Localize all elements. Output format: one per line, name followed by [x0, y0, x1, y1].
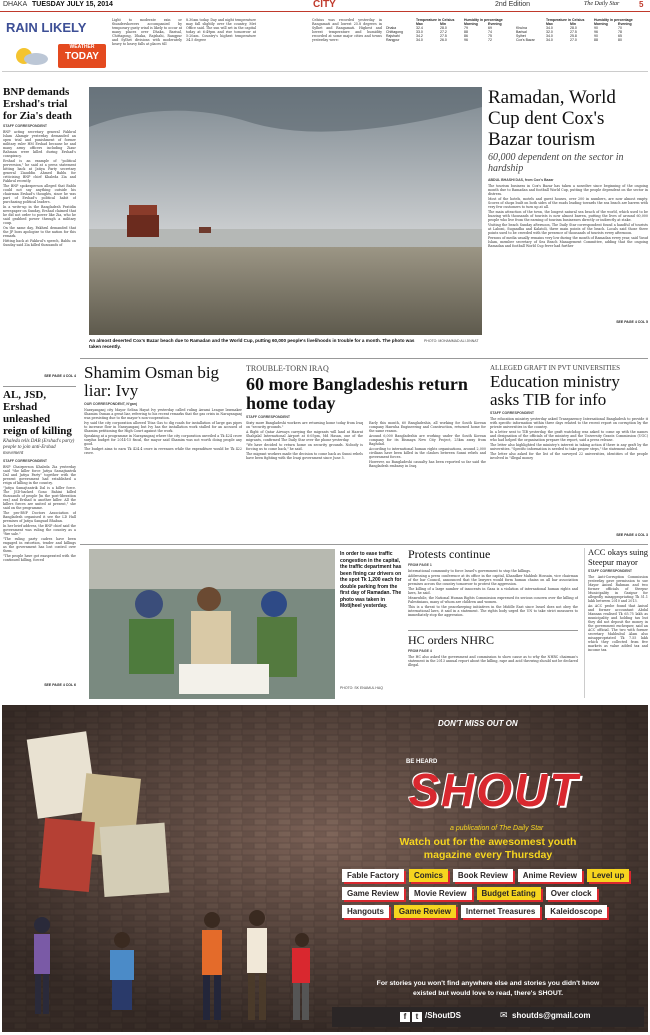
col-min: Min: [440, 22, 447, 26]
ad-tag: Hangouts: [342, 905, 389, 918]
alisd-body-paragraph: "The people have got exasperated with the continued killing, forced: [3, 554, 76, 562]
bnp-see-page: SEE PAGE 4 COL 4: [44, 374, 76, 378]
ramadan-body-paragraph: Visiting the beach Sunday afternoon, The Daily Star correspondent found a handful of tourists at Laboni, Sugandha and Kalatoli, three main points of the beach. Locals said those three points used to be crowded with the presence of thousands of tourists every afternoon.: [488, 223, 648, 235]
ad-watch-line-1: Watch out for the awesomest youth: [399, 836, 577, 848]
ad-publication: a publication of The Daily Star: [450, 825, 544, 832]
steepur-body-paragraph: The Anti-Corruption Commission yesterday gave permission to sue Mayor Anisul Rahman and two former officials of Steepur Municipality in Gazipur for allegedly misappropriating Tk 51.1 lakh between 2010 and 2013.: [588, 575, 648, 603]
police-photo-image: [89, 549, 335, 699]
weather-value: 70: [618, 26, 622, 30]
humid-head-left: Humidity in percentage: [464, 18, 503, 22]
page-number: 5: [639, 0, 644, 9]
weather-value: 75: [488, 34, 492, 38]
ad-tag: Anime Review: [518, 869, 582, 882]
iraq-col1-paragraph: Sixty more Bangladeshi workers are returning home today from Iraq on "security grounds.": [246, 421, 363, 429]
masthead-city-label: DHAKA: [3, 1, 28, 8]
weather-value: 26.0: [440, 38, 447, 42]
masthead-date: TUESDAY JULY 15, 2014: [32, 1, 113, 8]
tib-body-paragraph: The education ministry yesterday asked Transparency International Bangladesh to provide it with specific information within three days related to the recent report on corruption by the private universities in the country.: [490, 417, 648, 429]
steepur-article: [584, 548, 648, 698]
weather-badge-top: WEATHER: [69, 44, 95, 50]
ad-social-handle: /ShoutDS: [425, 1011, 461, 1020]
osman-headline: Shamim Osman big liar: Ivy: [84, 364, 220, 400]
nhrc-body-paragraph: The HC also asked the government and commission to show cause as to why the NHRC chairman's statement in the 2013 annual report about the killing, rape and acid throwing should not be declared illegal.: [408, 655, 578, 667]
weather-text-col2: 8.30am today. Day and night temperature may fall slightly over the country, Met Office said. The sun will set in the capital today at 6:49pm and rise tomorrow at 5:20am. Country's highest temperature 34.5 degree: [186, 18, 256, 42]
ramadan-deck: 60,000 dependent on the sector in hardship: [488, 152, 624, 174]
weather-value: 79: [464, 26, 468, 30]
osman-byline: OUR CORRESPONDENT, N'ganj: [84, 402, 137, 406]
ramadan-see-page: SEE PAGE 4 COL 5: [616, 320, 648, 324]
ad-social-bar: [332, 1007, 644, 1027]
weather-text-col3: Celsius was recorded yesterday in Rangamati and lowest 25.8 degrees in Sylhet and Rangamati. Highest and lowest temperature and humidity recorded at some major cities and towns yesterday were:: [312, 18, 382, 42]
alisd-body-paragraph: In her brief address, the BNP chief said the government was ruling the country as a "fire sale.": [3, 524, 76, 536]
beach-photo-credit: PHOTO: MOHAMMAD ALI JINNAT: [424, 339, 479, 343]
weather-headline: RAIN LIKELY: [6, 20, 87, 35]
col-evening: Evening: [488, 22, 502, 26]
weather-value: 74: [488, 30, 492, 34]
ramadan-article: [488, 87, 648, 357]
al-jsd-byline: STAFF CORRESPONDENT: [3, 459, 48, 463]
nhrc-headline: HC orders NHRC: [408, 633, 494, 647]
police-photo-credit: PHOTO: SK ENAMUL HAQ: [340, 686, 383, 690]
weather-city: Khulna: [516, 26, 527, 30]
edition-label: 2nd Edition: [495, 1, 531, 8]
ad-dont-miss: DON'T MISS OUT ON: [438, 719, 518, 728]
iraq-kicker: TROUBLE-TORN IRAQ: [246, 364, 329, 373]
shout-advertisement: [2, 705, 648, 1032]
protests-body-paragraph: This is a threat to the peacekeeping initiatives in the Middle East since Israel does not obey the international laws, it said in a statement. The rights body urged the UN to take strict measures to immediately stop the aggression.: [408, 605, 578, 617]
paper-logo: The Daily Star: [584, 1, 620, 7]
masthead: [0, 0, 650, 12]
facebook-icon: f: [400, 1012, 410, 1022]
weather-value: 78: [618, 30, 622, 34]
ad-people-illustration: [12, 900, 332, 1030]
col-evening-r: Evening: [618, 22, 632, 26]
ad-tag: Game Review: [394, 905, 456, 918]
iraq-headline: 60 more Bangladeshis return home today: [246, 374, 468, 413]
weather-value: 34.2: [416, 34, 423, 38]
weather-value: 72: [488, 38, 492, 42]
weather-value: 27.2: [440, 30, 447, 34]
ad-tag: Comics: [409, 869, 448, 882]
ramadan-body-paragraph: Most of the hotels, motels and guest houses, over 200 in numbers, are now almost empty. Scores of shops built on both sides of the roads leading towards the sea beach are barren with very few customers to turn up at all.: [488, 197, 648, 209]
ramadan-headline: Ramadan, World Cup dent Cox's Bazar tourism: [488, 87, 616, 150]
ad-be-heard: BE HEARD: [406, 759, 438, 765]
ad-watch-line-2: magazine every Thursday: [423, 849, 553, 861]
ad-tag: Level up: [587, 869, 629, 882]
shout-logo: SHOUT: [408, 764, 580, 816]
iraq-article: [246, 364, 486, 560]
tib-byline: STAFF CORRESPONDENT: [490, 411, 535, 415]
weather-value: 88: [464, 30, 468, 34]
police-photo-caption: In order to ease traffic congestion in the capital, the traffic department has been fining car drivers on the spot Tk 1,200 each for double parking from the first day of Ramadan. The photo was taken in Motijheel yesterday.: [340, 551, 402, 609]
weather-value: 96: [594, 30, 598, 34]
weather-city: Dhaka: [386, 26, 397, 30]
osman-body-paragraph: The budget aims to earn Tk 424.4 crore in revenues while the expenditure would be Tk 422 crore.: [84, 447, 242, 455]
al-jsd-article: [3, 386, 76, 698]
protests-byline: FROM PAGE 1: [408, 563, 432, 567]
col-morning: Morning: [464, 22, 478, 26]
bnp-body: [3, 130, 76, 374]
ad-tag: Game Review: [342, 887, 404, 900]
humid-head-right: Humidity in percentage: [594, 18, 633, 22]
protests-article: [408, 548, 578, 630]
weather-value: 32.4: [416, 26, 423, 30]
beach-photo: [89, 87, 482, 335]
ad-footer-2: existed but would love to read, there's SHOUT.: [412, 990, 564, 997]
ramadan-body-paragraph: The tourism business in Cox's Bazar has taken a nosedive since beginning of the ongoing month due to Ramadan and football World Cup, putting the people dependent on the sector in distress.: [488, 184, 648, 196]
weather-table-right: [516, 18, 646, 42]
weather-value: 34.0: [546, 26, 553, 30]
col-morning-r: Morning: [594, 22, 608, 26]
alisd-body-paragraph: BNP Chairperson Khaleda Zia yesterday said "the killer force Jatiya Samajtantrik Dal and Jatiya Party" together with the present government had established a reign of killing in the country.: [3, 465, 76, 485]
al-jsd-body: [3, 465, 76, 683]
ramadan-body: [488, 184, 648, 320]
ad-tag: Kaleidoscope: [545, 905, 607, 918]
ad-email: shoutds@gmail.com: [512, 1011, 591, 1020]
ramadan-body-paragraph: Persons of media usually remains very low during the month of Ramadan every year, said Yusuf Islam, member secretary of Sea Beach Management Committee, adding that the ongoing Ramadan and football World Cup fever had further: [488, 236, 648, 248]
beach-photo-image: [89, 87, 482, 335]
steepur-body: [588, 575, 648, 687]
weather-city: Rangpur: [386, 38, 400, 42]
weather-value: 80: [618, 38, 622, 42]
weather-value: 32.0: [546, 30, 553, 34]
weather-value: 27.5: [570, 30, 577, 34]
iraq-byline: STAFF CORRESPONDENT: [246, 415, 291, 419]
bnp-body-paragraph: BNP acting secretary general Fakhrul Islam Alamgir yesterday demanded an open trial and punishment of former military ruler HM Ershad because he and many army officers including Ziaur Rahman were killed during Ershad's conspiracy.: [3, 130, 76, 158]
alisd-body-paragraph: "The ruling party cadres have been engaged in extortion, tender and killings as the government has lost control over them.: [3, 537, 76, 553]
iraq-col2-paragraph: Around 6,000 Bangladeshis are working under the South Korean company for its Bismaya New City Project, 25km away from Baghdad.: [369, 434, 486, 446]
iraq-col1-paragraph: "We have decided to return home on security grounds. Nobody is forcing us to come back," he said.: [246, 443, 363, 451]
alisd-body-paragraph: "Jatiya Samajtantrik Dal is a killer force. The JSD-backed Gono Bahini killed thousands of people [in the post-liberation era] and Ershad is another killer. All the killers forces are united at present," she said on the programme.: [3, 486, 76, 510]
alisd-body-paragraph: The pro-BNP Doctors Association of Bangladesh organised it see the LD Hall premises of Jatiya Sangsad Bhaban.: [3, 511, 76, 523]
weather-value: 69: [488, 26, 492, 30]
weather-value: 34.0: [546, 38, 553, 42]
ramadan-body-paragraph: The main attraction of the town, the longest natural sea beach of the world, which used to be buzzing with thousands of tourists is now almost barren, putting the lives of around 60,000 people who live from the earning of tourism businesses directly or indirectly at stake.: [488, 210, 648, 222]
weather-city: Rajshahi: [386, 34, 400, 38]
ad-tag: Internet Treasures: [461, 905, 540, 918]
bnp-body-paragraph: On the same day, Fakhrul demanded that the JP boss apologise to the nation for this remark.: [3, 226, 76, 238]
weather-value: 90: [594, 34, 598, 38]
weather-value: 33.0: [416, 30, 423, 34]
tib-body-paragraph: The letter also asked for the list of the surveyed 22 universities, identities of the people involved in "illegal money: [490, 452, 648, 460]
sun-icon: [10, 42, 50, 68]
ad-tag: Budget Eating: [477, 887, 541, 900]
bnp-body-paragraph: Hitting back at Fakhrul's speech, Bablu on Sunday said Zia killed thousands of: [3, 239, 76, 247]
twitter-icon: t: [412, 1012, 422, 1022]
weather-city: Barisal: [516, 30, 527, 34]
steepur-headline: ACC okays suing Steepur mayor: [588, 548, 648, 567]
tib-body-paragraph: In a letter sent to TIB yesterday, the graft watchdog was asked to come up with the names and designation of the officials of the ministry and the University Grants Commission (UGC) who had helped the organisation prepare the report, said a press release.: [490, 430, 648, 442]
osman-body: [84, 408, 242, 548]
iraq-col1-paragraph: A flight of Qatar Airways carrying the migrants will land at Hazrat Shahjalal International Airport at 6:05pm, Md Hasan, one of the migrants, confirmed The Daily Star over the phone yesterday.: [246, 430, 363, 442]
ad-tag: Over clock: [546, 887, 597, 900]
weather-value: 34.0: [546, 34, 553, 38]
police-photo: [89, 549, 335, 699]
osman-body-paragraph: Narayanganj city Mayor Selina Hayat Ivy yesterday called ruling Awami League lawmaker Shamim Osman a great liar, referring to his recent remarks that the gas crisis in Narayanganj was persisting due to the mayor's non-cooperation.: [84, 408, 242, 420]
weather-value: 28.0: [440, 26, 447, 30]
tib-headline: Education ministry asks TIB for info: [490, 372, 620, 409]
weather-city: Cox's Bazar: [516, 38, 535, 42]
al-jsd-deck: Khaleda tells DAB (Ershad's party) people to join anti-Ershad movement: [3, 439, 75, 456]
weather-row: [386, 38, 512, 42]
iraq-col2-paragraph: Early this month, 60 Bangladeshis, all working for South Korean company Hanwha Engineering and Construction, returned home for the same reason.: [369, 421, 486, 433]
weather-value: 86: [464, 34, 468, 38]
ramadan-byline: ABDUL BHASHI DAS, from Cox's Bazar: [488, 178, 554, 182]
weather-value: 90: [594, 26, 598, 30]
ad-tag: Book Review: [453, 869, 513, 882]
bnp-byline: STAFF CORRESPONDENT: [3, 124, 48, 128]
beach-photo-caption: An almost deserted Cox's Bazar beach due to Ramadan and the World Cup, putting 60,000 people's livelihoods in trouble for a month. The photo was taken recently.: [89, 338, 415, 349]
bnp-headline: BNP demands Ershad's trial for Zia's death: [3, 86, 72, 122]
weather-value: 96: [464, 38, 468, 42]
weather-city: Sylhet: [516, 34, 526, 38]
col-min-r: Min: [570, 22, 577, 26]
protests-body-paragraph: The killing of a large number of innocents in Gaza is a violation of international human rights and laws, he said.: [408, 587, 578, 595]
col-max: Max: [416, 22, 423, 26]
ad-tag: Movie Review: [409, 887, 471, 900]
iraq-col2: [369, 421, 486, 527]
temp-head-left: Temperature in Celsius: [416, 18, 455, 22]
weather-today-badge: [58, 44, 106, 68]
weather-badge-bottom: TODAY: [65, 51, 99, 62]
tib-article: [490, 364, 648, 560]
weather-value: 34.0: [416, 38, 423, 42]
nhrc-body: [408, 655, 578, 667]
steepur-body-paragraph: An ACC probe found that Anisul and former accountant Abdul Mannan realised Tk 65.75 lakh as municipality and holding tax but they did not deposit the money in the government exchequer, said an ACC official. The two with former secretary Mahbubul Alam also misappropriated Tk 7.55 lakh which they collected from five markets as value added tax and income tax.: [588, 604, 648, 652]
bnp-body-paragraph: Ershad is an example of "political perversion," he said at a press statement hitting back at Jatiya Party secretary general Ziauddin Ahmed Bablu for criticising BNP chief Khaleda Zia and Fakhrul recently.: [3, 159, 76, 183]
tib-body-paragraph: The letter also highlighted the ministry's interest in taking action if there is any graft by the universities. "Specific information is needed to take proper steps," the statement added.: [490, 443, 648, 451]
iraq-col2-paragraph: However, no Bangladeshi casualty has been reported so far said the Bangladesh embassy in Iraq.: [369, 460, 486, 468]
weather-text-col1: Light to moderate rain or thundershowers accompanied by temporary gusty wind is likely to occur at many places over Dhaka, Barisal, Chittagong, Dhaka, Rajshahi, Rangpur and Sylhet divisions with moderately heavy to heavy falls at places till: [112, 18, 182, 46]
bnp-body-paragraph: In a write-up in the Bangladesh Pratidin newspaper on Sunday, Ershad claimed that he did not order to power like Zia, who he said grabbed power through a military coup.: [3, 205, 76, 225]
temp-head-right: Temperature in Celsius: [546, 18, 585, 22]
nhrc-byline: FROM PAGE 4: [408, 649, 432, 653]
steepur-byline: STAFF CORRESPONDENT: [588, 569, 633, 573]
ad-tag: Fable Factory: [342, 869, 404, 882]
weather-value: 27.5: [440, 34, 447, 38]
section-title: CITY: [313, 0, 336, 10]
weather-box: [2, 16, 648, 72]
nhrc-article: [408, 630, 578, 698]
weather-value: 65: [618, 34, 622, 38]
ad-section-tags: [342, 869, 638, 918]
protests-body-paragraph: International community to force Israel's government to stop the killings.: [408, 569, 532, 573]
tib-kicker: ALLEGED GRAFT IN PVT UNIVERSITIES: [490, 364, 621, 372]
weather-value: 25.8: [570, 34, 577, 38]
al-jsd-see-page: SEE PAGE 4 COL 6: [44, 683, 76, 687]
weather-value: 28.0: [570, 26, 577, 30]
iraq-col2-paragraph: According to international human rights organisations, around 2,000 civilians have been killed in the clashes between Sunni rebels and government forces.: [369, 447, 486, 459]
bnp-article: [3, 86, 76, 386]
iraq-col1-paragraph: The migrant workers made the decision to come back as Sunni rebels have been fighting with the Iraqi government since June 5.: [246, 452, 363, 460]
weather-table-left: [386, 18, 512, 42]
bnp-body-paragraph: The BNP spokesperson alleged that Bablu could not say anything outside his chairman Ershad's thoughts, since he was part of Ershad's political habit of purchasing political leaders.: [3, 184, 76, 204]
protests-body-paragraph: Addressing a press conference at its office in the capital, Khandker Mahbub Hossain, vice chairman of the bar Council, announced that the lawyers would form human chains on all bar association premises across the country tomorrow to protest the aggression.: [408, 574, 578, 586]
al-jsd-headline: AL, JSD, Ershad unleashed reign of killing: [3, 389, 72, 437]
osman-article: [84, 364, 242, 560]
tib-body: [490, 417, 648, 533]
osman-body-paragraph: Speaking at a programme in Narayanganj where the city corporation unveiled a Tk 424 crore surplus budget for 2014-15 fiscal, the mayor said Shamim was not worth doing people any good.: [84, 434, 242, 446]
protests-headline: Protests continue: [408, 548, 491, 561]
weather-city: Chittagong: [386, 30, 403, 34]
weather-row: [516, 38, 646, 42]
weather-value: 27.0: [570, 38, 577, 42]
ad-footer-1: For stories you won't find anywhere else and stories you didn't know: [376, 980, 600, 987]
col-max-r: Max: [546, 22, 553, 26]
weather-value: 88: [594, 38, 598, 42]
osman-body-paragraph: Ivy said the city corporation allowed Titas Gas to dig roads for installation of large gas pipes to increase flow in Narayanganj but Ivy has the installation work stalled for an accused of Shamim petitioning the High Court against the work.: [84, 421, 242, 433]
protests-body: [408, 569, 578, 627]
tib-see-page: SEE PAGE 4 COL 3: [616, 533, 648, 537]
iraq-col1: [246, 421, 363, 527]
email-icon: ✉: [500, 1010, 508, 1020]
protests-body-paragraph: Meanwhile, the National Human Rights Commission expressed its serious concern over the killing of Palestinians, many of whom are children and women.: [408, 596, 578, 604]
